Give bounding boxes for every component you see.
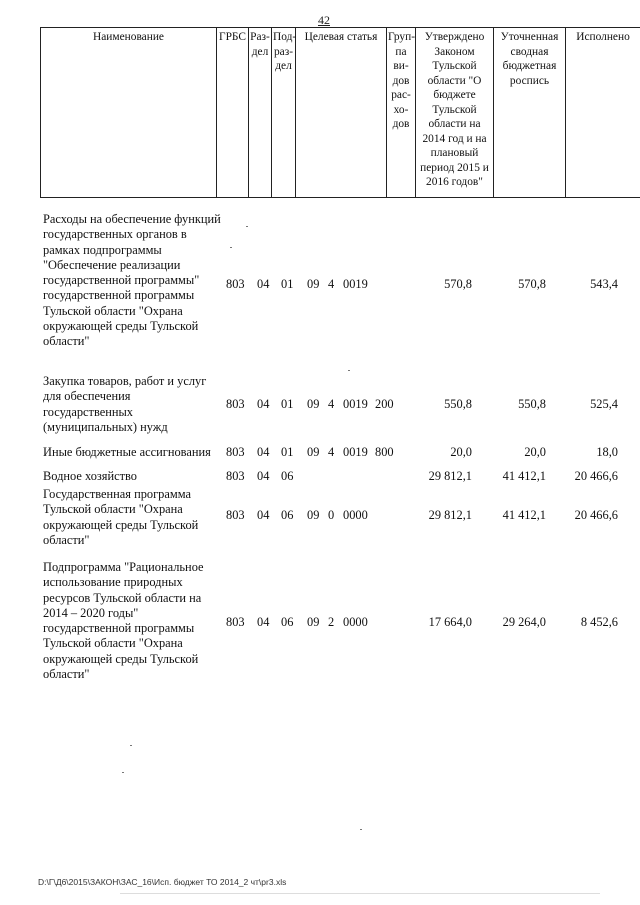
row-refined: 29 264,0 bbox=[502, 615, 546, 629]
scan-speck bbox=[130, 745, 132, 746]
row-program: 09 bbox=[307, 445, 320, 459]
row-article: 0000 bbox=[343, 615, 368, 629]
row-article: 0019 bbox=[343, 397, 368, 411]
row-subprogram: 4 bbox=[328, 445, 335, 459]
row-subprogram: 2 bbox=[328, 615, 335, 629]
row-refined: 41 412,1 bbox=[502, 469, 546, 483]
row-grbs: 803 bbox=[226, 277, 245, 291]
row-refined: 570,8 bbox=[518, 277, 546, 291]
row-razdel: 04 bbox=[257, 508, 270, 522]
row-article: 0019 bbox=[343, 277, 368, 291]
row-refined: 41 412,1 bbox=[502, 508, 546, 522]
row-approved: 550,8 bbox=[444, 397, 472, 411]
row-razdel: 04 bbox=[257, 469, 270, 483]
header-refined: Уточненная сводная бюджетная роспись bbox=[494, 28, 566, 198]
header-podrazdel: Под-раз-дел bbox=[272, 28, 296, 198]
row-executed: 543,4 bbox=[590, 277, 618, 291]
row-approved: 570,8 bbox=[444, 277, 472, 291]
row-program: 09 bbox=[307, 277, 320, 291]
row-podrazdel: 06 bbox=[281, 615, 294, 629]
row-name: Расходы на обеспечение функций государственных органов в рамках подпрограммы "Обеспечение реализации государственной программы" государственной программы Тульской области "Охрана окружающей среды Тульской области" bbox=[43, 212, 221, 349]
scan-edge-line bbox=[120, 893, 600, 894]
row-grbs: 803 bbox=[226, 615, 245, 629]
row-expense-type: 800 bbox=[375, 445, 394, 459]
row-name: Подпрограмма "Рациональное использование природных ресурсов Тульской области на 2014 – 2020 годы" государственной программы Тульской области "Охрана окружающей среды Тульской области" bbox=[43, 560, 204, 682]
row-grbs: 803 bbox=[226, 508, 245, 522]
row-podrazdel: 01 bbox=[281, 277, 294, 291]
scan-speck bbox=[122, 772, 124, 773]
row-executed: 8 452,6 bbox=[580, 615, 618, 629]
row-approved: 17 664,0 bbox=[428, 615, 472, 629]
scan-speck bbox=[360, 829, 362, 830]
row-grbs: 803 bbox=[226, 445, 245, 459]
scan-speck bbox=[348, 370, 350, 371]
row-podrazdel: 06 bbox=[281, 469, 294, 483]
row-razdel: 04 bbox=[257, 615, 270, 629]
scan-speck bbox=[230, 247, 232, 248]
row-razdel: 04 bbox=[257, 445, 270, 459]
row-razdel: 04 bbox=[257, 397, 270, 411]
header-grbs: ГРБС bbox=[217, 28, 249, 198]
scan-speck bbox=[246, 226, 248, 227]
row-approved: 29 812,1 bbox=[428, 469, 472, 483]
table-header bbox=[40, 27, 640, 198]
row-expense-type: 200 bbox=[375, 397, 394, 411]
row-approved: 20,0 bbox=[450, 445, 472, 459]
row-subprogram: 0 bbox=[328, 508, 335, 522]
row-article: 0000 bbox=[343, 508, 368, 522]
row-subprogram: 4 bbox=[328, 397, 335, 411]
header-expense-group: Груп-па ви-дов рас-хо-дов bbox=[387, 28, 416, 198]
row-podrazdel: 06 bbox=[281, 508, 294, 522]
row-refined: 20,0 bbox=[524, 445, 546, 459]
row-program: 09 bbox=[307, 508, 320, 522]
row-podrazdel: 01 bbox=[281, 445, 294, 459]
row-name: Водное хозяйство bbox=[43, 469, 138, 483]
header-approved: Утверждено Законом Тульской области "О бюджете Тульской области на 2014 год и на плановый период 2015 и 2016 годов" bbox=[416, 28, 494, 198]
row-refined: 550,8 bbox=[518, 397, 546, 411]
header-name: Наименование bbox=[41, 28, 217, 198]
row-executed: 20 466,6 bbox=[574, 469, 618, 483]
row-razdel: 04 bbox=[257, 277, 270, 291]
row-approved: 29 812,1 bbox=[428, 508, 472, 522]
row-program: 09 bbox=[307, 615, 320, 629]
row-name: Государственная программа Тульской области "Охрана окружающей среды Тульской области" bbox=[43, 487, 199, 547]
page-number: 42 bbox=[318, 13, 330, 27]
row-article: 0019 bbox=[343, 445, 368, 459]
header-razdel: Раз-дел bbox=[249, 28, 272, 198]
header-target-article: Целевая статья bbox=[296, 28, 387, 198]
row-grbs: 803 bbox=[226, 469, 245, 483]
row-subprogram: 4 bbox=[328, 277, 335, 291]
row-program: 09 bbox=[307, 397, 320, 411]
row-name: Иные бюджетные ассигнования bbox=[43, 445, 211, 459]
row-name: Закупка товаров, работ и услуг для обеспечения государственных (муниципальных) нужд bbox=[43, 374, 207, 434]
row-executed: 525,4 bbox=[590, 397, 618, 411]
row-executed: 20 466,6 bbox=[574, 508, 618, 522]
header-executed: Исполнено bbox=[566, 28, 640, 198]
row-podrazdel: 01 bbox=[281, 397, 294, 411]
row-grbs: 803 bbox=[226, 397, 245, 411]
row-executed: 18,0 bbox=[596, 445, 618, 459]
file-path-footer: D:\Г\Д6\2015\ЗАКОН\ЗАС_16\Исп. бюджет ТО 2014_2 чт\pr3.xls bbox=[38, 877, 287, 887]
